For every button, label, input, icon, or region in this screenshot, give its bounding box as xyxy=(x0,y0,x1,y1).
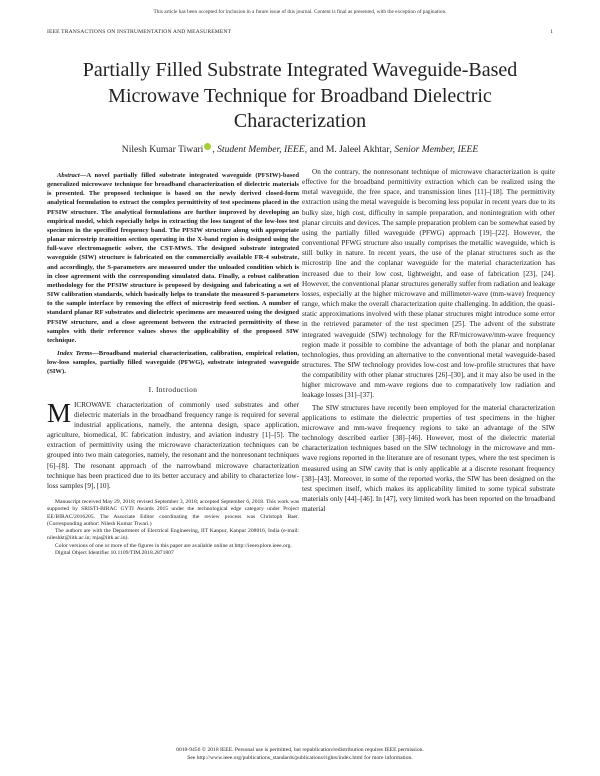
index-terms-text: —Broadband material characterization, calibration, empirical relation, low-loss samples, partially filled waveguide (PFWG), substrate integrated waveguide (SIW). xyxy=(47,349,299,376)
body-paragraph: On the contrary, the nonresonant technique of microwave characterization is quite effective for the broadband permittivity extraction which can be realized using the metal waveguide, the free space, and transmission lines [11]–[18]. The permittivity extraction using the metal waveguide is becoming less popular in recent years due to its bulky size, high cost, difficulty in sample preparation, and nonintegration with other planar circuits and devices. The sample preparation problem can be somewhat eased by using the partially filled waveguide (PFWG) approach [19]–[22]. However, the conventional PFWG structure also usually comprises the metallic waveguide, which is still bulky in nature. In recent years, the use of the planar structures such as the microstrip line and the coplanar waveguide for the material characterization has increased due to their low cost, lightweight, and ease of fabrication [23], [24]. However, the conventional planar structures generally suffer from radiation and leakage losses, especially at the higher microwave and millimeter-wave (mm-wave) frequency range, which make the overall characterization quite challenging. In addition, the quasi-static approximations involved with these planar structures might introduce some error in the retrieved parameter of the test specimen [25]. The advent of the substrate integrated waveguide (SIW) technology for the RF/microwave/mm-wave frequency region made it possible to combine the advantage of both the planar and nonplanar technologies, thus providing an alternative to the conventional metal waveguide-based structures. The SIW technology provides low-cost and low-profile structures that have the compatibility with other planar structures [26]–[30], and it may also be used in the higher microwave and mm-wave regions due to comparatively low radiation and leakage losses [31]–[37]. xyxy=(302,168,555,400)
orcid-icon[interactable] xyxy=(204,143,211,150)
author-join: and xyxy=(307,144,326,155)
index-terms-label: Index Terms xyxy=(57,349,93,357)
rights-link-line: See http://www.ieee.org/publications_standards/publications/rights/index.html for more information. xyxy=(187,755,413,761)
abstract xyxy=(47,171,299,345)
abstract-text: —A novel partially filled substrate integrated waveguide (PFSIW)-based generalized microwave technique for broadband characterization of dielectric materials is presented. The proposed technique is based on the newly derived closed-form analytical formulation to extract the complex permittivity of test specimens placed in the PFSIW structure. The analytical formulations are further improved by developing an empirical model, which especially helps in extracting the loss tangent of the low-loss test specimen in the specified frequency band. The PFSIW structure along with appropriate planar microstrip transition section operating in the X-band region is designed using the full-wave electromagnetic solver, the CST-MWS. The designed substrate integrated waveguide (SIW) structure is fabricated on the commercially available FR-4 substrate, and accordingly, the S-parameters are measured under the unloaded condition which is in close agreement with the corresponding simulated data. Finally, a robust calibration methodology for the PFSIW structure is proposed by designing and fabricating a set of SIW calibration standards, which basically helps to translate the measured S-parameters to the sample interface by removing the effect of microstrip feed section. A number of standard planar RF substrates and dielectric specimens are measured using the designed PFSIW structure, and a close agreement between the extracted permittivity of these samples with their reference values shows the applicability of the proposed SIW technique. xyxy=(47,172,299,344)
page-number: 1 xyxy=(550,29,553,35)
copyright-footer xyxy=(0,746,600,762)
footnotes xyxy=(47,499,299,557)
author-2-role: , Senior Member, IEEE xyxy=(389,144,479,155)
section-heading-introduction: I. Introduction xyxy=(148,385,198,395)
footnote-affiliation: The authors are with the Department of Electrical Engineering, IIT Kanpur, Kanpur 208016, India (e-mail: nileshkt@iitk.ac.in; mja@iitk.ac.in). xyxy=(47,528,299,542)
right-column xyxy=(302,167,555,514)
footnote-manuscript: Manuscript received May 29, 2018; revised September 3, 2018; accepted September 6, 2018. This work was supported by SRISTI-BIRAC GYTI Awards 2015 under the technological edge category under Project EE/BIRAC/2016205. The Associate Editor coordinating the review process was Christoph Baer. (Corresponding author: Nilesh Kumar Tiwari.) xyxy=(47,499,299,527)
drop-cap: M xyxy=(47,397,72,428)
paper-title: Partially Filled Substrate Integrated Waveguide-Based Microwave Technique for Broadband Dielectric Characterization xyxy=(82,59,518,132)
acceptance-notice: This article has been accepted for inclusion in a future issue of this journal. Content is final as presented, with the exception of pagination. xyxy=(153,9,447,15)
intro-text: characterization of commonly used substrates and other dielectric materials in the broadband frequency range is required for several industrial applications, namely, the antenna design, space application, agriculture, biomedical, IC fabrication industry, and aviation industry [1]–[5]. The extraction of permittivity using the microwave characterization techniques can be grouped into two main categories, namely, the resonant and the nonresonant techniques [6]–[8]. The resonant approach of the narrowband microwave characterization technique has been practiced due to its better accuracy and ability to characterize low-loss samples [9], [10]. xyxy=(47,400,299,490)
introduction-paragraph xyxy=(47,397,299,491)
running-head: IEEE TRANSACTIONS ON INSTRUMENTATION AND MEASUREMENT xyxy=(47,29,232,35)
copyright-line: 0018-9456 © 2018 IEEE. Personal use is permitted, but republication/redistribution requires IEEE permission. xyxy=(176,747,424,753)
left-column xyxy=(47,171,299,557)
body-paragraph: The SIW structures have recently been employed for the material characterization applications to estimate the dielectric properties of test specimens in the higher microwave and mm-wave frequency regions to take an advantage of the SIW technology described earlier [38]–[46]. However, most of the dielectric material characterization techniques based on the SIW technology in the microwave and mm-wave regions reported in the literature are of resonant types, where the test specimen is measured using an SIW cavity that is only applicable at a discrete resonant frequency [38]–[43]. Moreover, in some of the reported works, the SIW has been designed on the test specimen itself, which makes its applicability limited to some typical substrate materials only [44]–[46]. In [47], very limited work has been reported on the broadband material xyxy=(302,403,555,514)
author-1-role: , Student Member, IEEE, xyxy=(212,144,308,155)
author-2-name: M. Jaleel Akhtar xyxy=(325,144,390,155)
footnote-doi: Digital Object Identifier 10.1109/TIM.2018.2871807 xyxy=(55,549,174,556)
author-1-name: Nilesh Kumar Tiwari xyxy=(121,144,204,155)
intro-lead-word: ICROWAVE xyxy=(74,400,112,409)
abstract-label: Abstract xyxy=(57,172,80,179)
author-line xyxy=(40,143,560,156)
footnote-color-versions: Color versions of one or more of the figures in this paper are available online at http://ieeexplore.ieee.org. xyxy=(55,542,292,549)
index-terms xyxy=(47,349,299,376)
